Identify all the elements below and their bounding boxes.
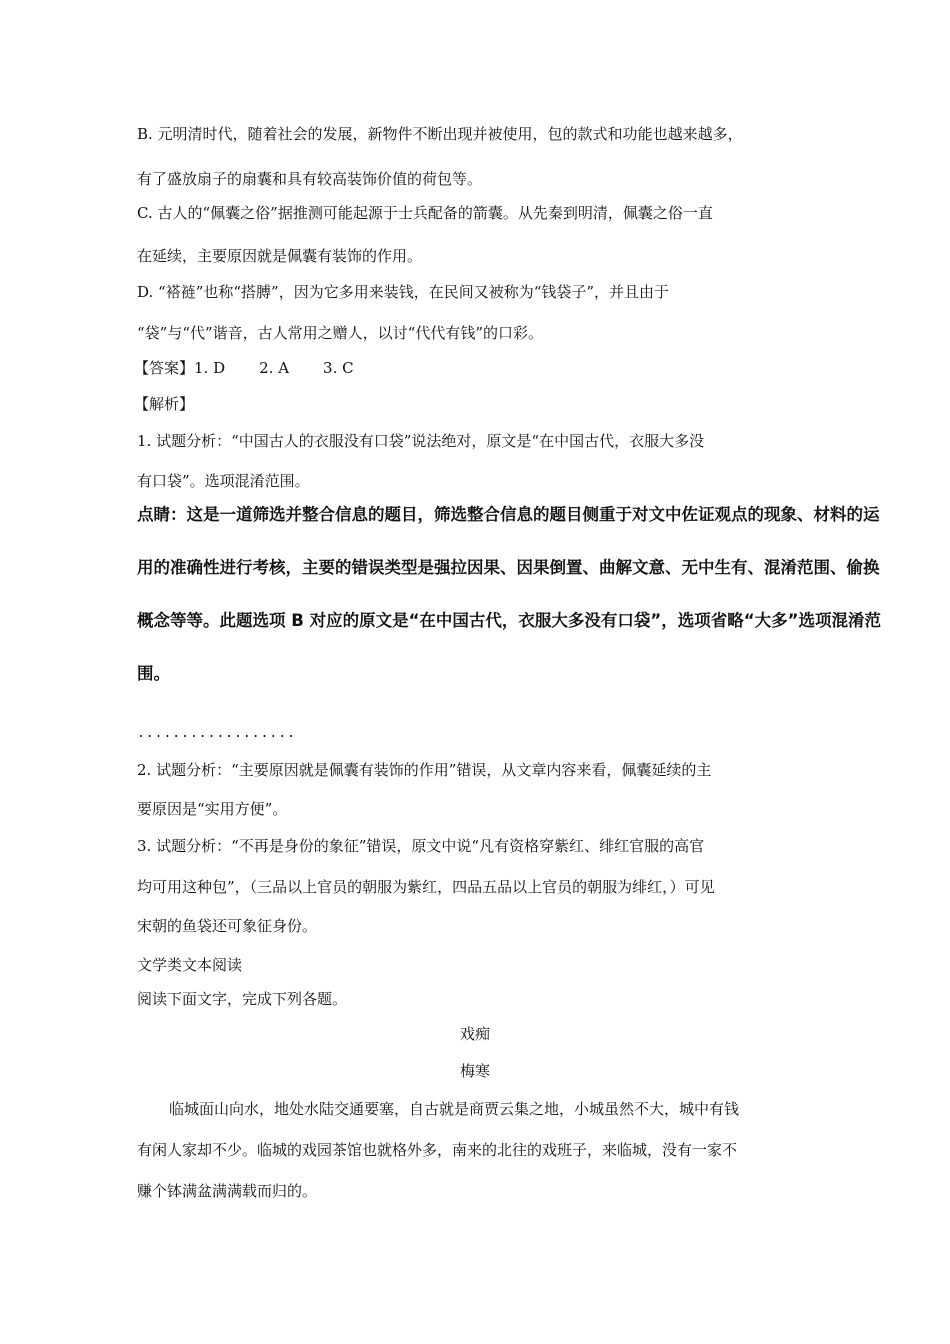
option-b-line-2: 有了盛放扇子的扇囊和具有较高装饰价值的荷包等。 bbox=[137, 170, 483, 188]
option-d-line-2: “袋”与“代”谐音，古人常用之赠人，以讨“代代有钱”的口彩。 bbox=[137, 324, 544, 342]
option-c-line-2: 在延续，主要原因就是佩囊有装饰的作用。 bbox=[137, 247, 423, 265]
answer-label: 【答案】 bbox=[134, 359, 195, 377]
article-author: 梅寒 bbox=[459, 1062, 490, 1080]
answer-line bbox=[134, 358, 354, 378]
analysis-q3-line-1: 3. 试题分析：“不再是身份的象征”错误，原文中说“凡有资格穿紫红、绯红官服的高官 bbox=[137, 837, 705, 855]
dotted-separator: .................. bbox=[137, 726, 296, 741]
article-title: 戏痴 bbox=[459, 1025, 490, 1043]
analysis-label: 【解析】 bbox=[134, 395, 195, 413]
paragraph-1-line-1: 临城面山向水，地处水陆交通要塞，自古就是商贾云集之地，小城虽然不大，城中有钱 bbox=[169, 1100, 740, 1118]
answer-2: 2. A bbox=[259, 359, 290, 377]
analysis-q2-line-1: 2. 试题分析：“主要原因就是佩囊有装饰的作用”错误，从文章内容来看，佩囊延续的主 bbox=[137, 761, 712, 779]
section-title: 文学类文本阅读 bbox=[137, 956, 243, 974]
analysis-q2-line-2: 要原因是“实用方便”。 bbox=[137, 800, 288, 818]
analysis-q3-line-3: 宋朝的鱼袋还可象征身份。 bbox=[137, 917, 318, 935]
analysis-q1-line-2: 有口袋”。选项混淆范围。 bbox=[137, 472, 310, 490]
paragraph-1-line-2: 有闲人家却不少。临城的戏园茶馆也就格外多，南来的北往的戏班子，来临城，没有一家不 bbox=[137, 1141, 738, 1159]
answer-3: 3. C bbox=[323, 359, 354, 377]
answer-1: 1. D bbox=[194, 359, 226, 377]
tip-line-1: 点睛：这是一道筛选并整合信息的题目，筛选整合信息的题目侧重于对文中佐证观点的现象、材料的运 bbox=[137, 505, 880, 524]
tip-line-3: 概念等等。此题选项 B 对应的原文是“在中国古代，衣服大多没有口袋”，选项省略“大多”选项混淆范 bbox=[137, 611, 881, 630]
analysis-q3-line-2: 均可用这种包”，（三品以上官员的朝服为紫红，四品五品以上官员的朝服为绯红，）可见 bbox=[137, 878, 715, 896]
paragraph-1-line-3: 赚个钵满盆满满载而归的。 bbox=[137, 1182, 318, 1200]
reading-instruction: 阅读下面文字，完成下列各题。 bbox=[137, 990, 348, 1008]
option-d-line-1: D. “褡裢”也称“搭膊”，因为它多用来装钱，在民间又被称为“钱袋子”，并且由于 bbox=[137, 283, 670, 301]
option-c-line-1: C. 古人的“佩囊之俗”据推测可能起源于士兵配备的箭囊。从先秦到明清，佩囊之俗一直 bbox=[137, 204, 713, 222]
tip-block bbox=[137, 488, 922, 700]
analysis-q1-line-1: 1. 试题分析：“中国古人的衣服没有口袋”说法绝对，原文是“在中国古代，衣服大多没 bbox=[137, 432, 705, 450]
tip-line-2: 用的准确性进行考核，主要的错误类型是强拉因果、因果倒置、曲解文意、无中生有、混淆范围、偷换 bbox=[137, 558, 880, 577]
option-b-line-1: B. 元明清时代，随着社会的发展，新物件不断出现并被使用，包的款式和功能也越来越多， bbox=[137, 125, 743, 143]
tip-line-4: 围。 bbox=[137, 664, 170, 683]
